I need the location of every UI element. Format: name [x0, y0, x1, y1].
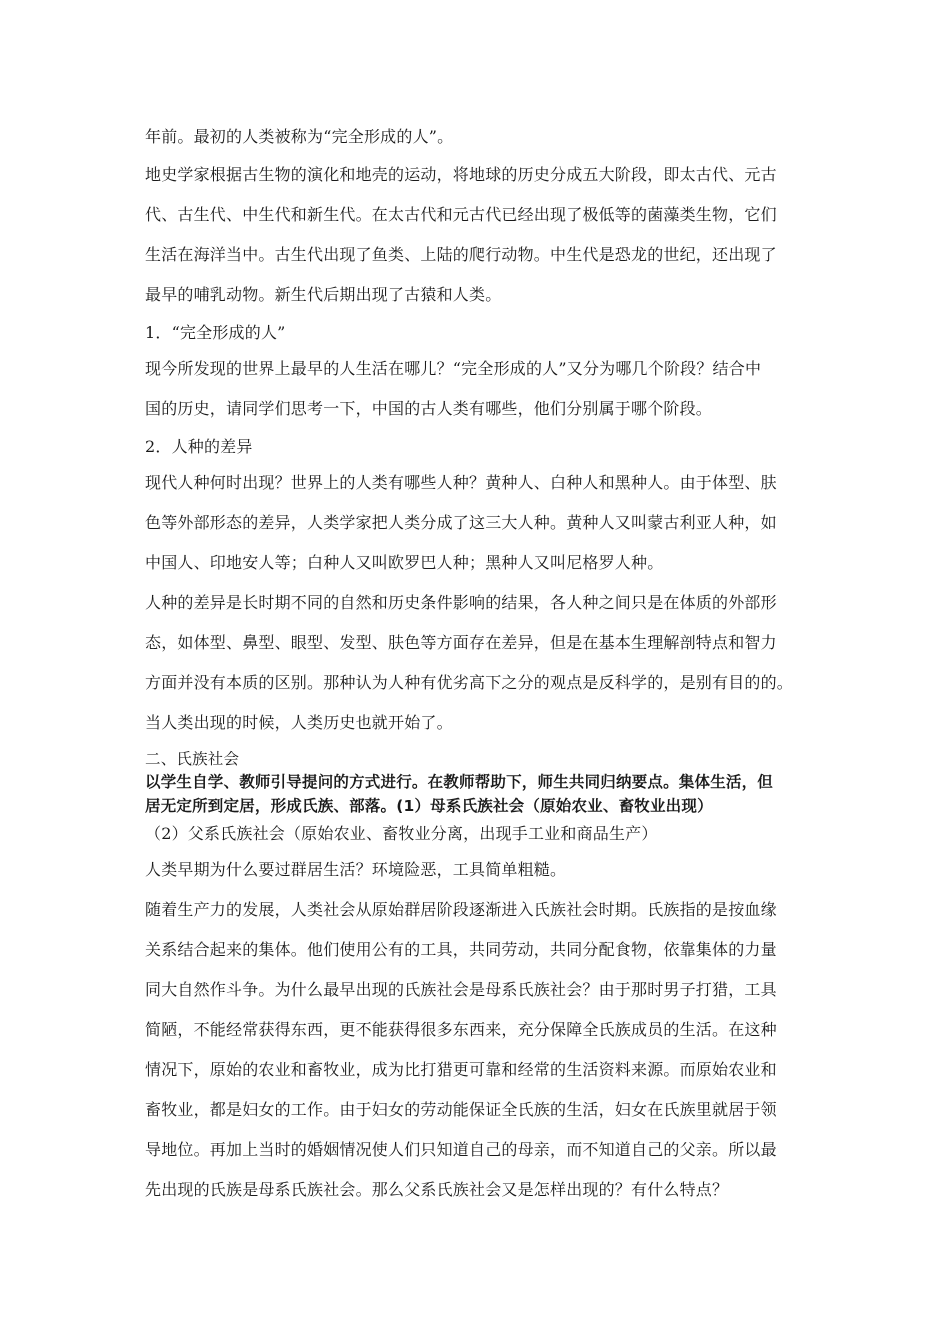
text-line: 现代人种何时出现？世界上的人类有哪些人种？黄种人、白种人和黑种人。由于体型、肤 — [145, 473, 777, 492]
text-line: 方面并没有本质的区别。那种认为人种有优劣高下之分的观点是反科学的，是别有目的的。 — [145, 673, 794, 692]
text-line: 以学生自学、教师引导提问的方式进行。在教师帮助下，师生共同归纳要点。集体生活，但 — [145, 773, 774, 791]
text-line: 中国人、印地安人等；白种人又叫欧罗巴人种；黑种人又叫尼格罗人种。 — [145, 553, 664, 572]
text-line: 态，如体型、鼻型、眼型、发型、肤色等方面存在差异，但是在基本生理解剖特点和智力 — [145, 633, 777, 652]
text-line: 国的历史，请同学们思考一下，中国的古人类有哪些，他们分别属于哪个阶段。 — [145, 399, 713, 418]
text-line: 畜牧业，都是妇女的工作。由于妇女的劳动能保证全氏族的生活，妇女在氏族里就居于领 — [145, 1100, 777, 1119]
text-line: 色等外部形态的差异，人类学家把人类分成了这三大人种。黄种人又叫蒙古利亚人种，如 — [145, 513, 777, 532]
text-line: 导地位。再加上当时的婚姻情况使人们只知道自己的母亲，而不知道自己的父亲。所以最 — [145, 1140, 777, 1159]
section-heading: 二、氏族社会 — [145, 750, 240, 768]
text-line: 情况下，原始的农业和畜牧业，成为比打猎更可靠和经常的生活资料来源。而原始农业和 — [145, 1060, 777, 1079]
text-line: 关系结合起来的集体。他们使用公有的工具，共同劳动，共同分配食物，依靠集体的力量 — [145, 940, 777, 959]
text-line: 现今所发现的世界上最早的人生活在哪儿？“完全形成的人”又分为哪几个阶段？结合中 — [145, 359, 762, 378]
text-line: 随着生产力的发展，人类社会从原始群居阶段逐渐进入氏族社会时期。氏族指的是按血缘 — [145, 900, 777, 919]
text-line: 人类早期为什么要过群居生活？环境险恶，工具简单粗糙。 — [145, 860, 567, 879]
section-heading: 2．人种的差异 — [145, 437, 253, 456]
text-line: （2）父系氏族社会（原始农业、畜牧业分离，出现手工业和商品生产） — [145, 824, 658, 843]
text-line: 居无定所到定居，形成氏族、部落。(1）母系氏族社会（原始农业、畜牧业出现） — [145, 797, 713, 815]
text-line: 先出现的氏族是母系氏族社会。那么父系氏族社会又是怎样出现的？有什么特点？ — [145, 1180, 729, 1199]
text-line: 同大自然作斗争。为什么最早出现的氏族社会是母系氏族社会？由于那时男子打猎，工具 — [145, 980, 777, 999]
text-line: 简陋，不能经常获得东西，更不能获得很多东西来，充分保障全氏族成员的生活。在这种 — [145, 1020, 777, 1039]
text-line: 最早的哺乳动物。新生代后期出现了古猿和人类。 — [145, 285, 502, 304]
text-line: 人种的差异是长时期不同的自然和历史条件影响的结果，各人种之间只是在体质的外部形 — [145, 593, 777, 612]
text-line: 当人类出现的时候，人类历史也就开始了。 — [145, 713, 453, 732]
text-line: 代、古生代、中生代和新生代。在太古代和元古代已经出现了极低等的菌藻类生物，它们 — [145, 205, 777, 224]
section-heading: 1．“完全形成的人” — [145, 323, 286, 342]
text-line: 年前。最初的人类被称为“完全形成的人”。 — [145, 127, 454, 146]
text-line: 地史学家根据古生物的演化和地壳的运动，将地球的历史分成五大阶段，即太古代、元古 — [145, 165, 777, 184]
text-line: 生活在海洋当中。古生代出现了鱼类、上陆的爬行动物。中生代是恐龙的世纪，还出现了 — [145, 245, 777, 264]
